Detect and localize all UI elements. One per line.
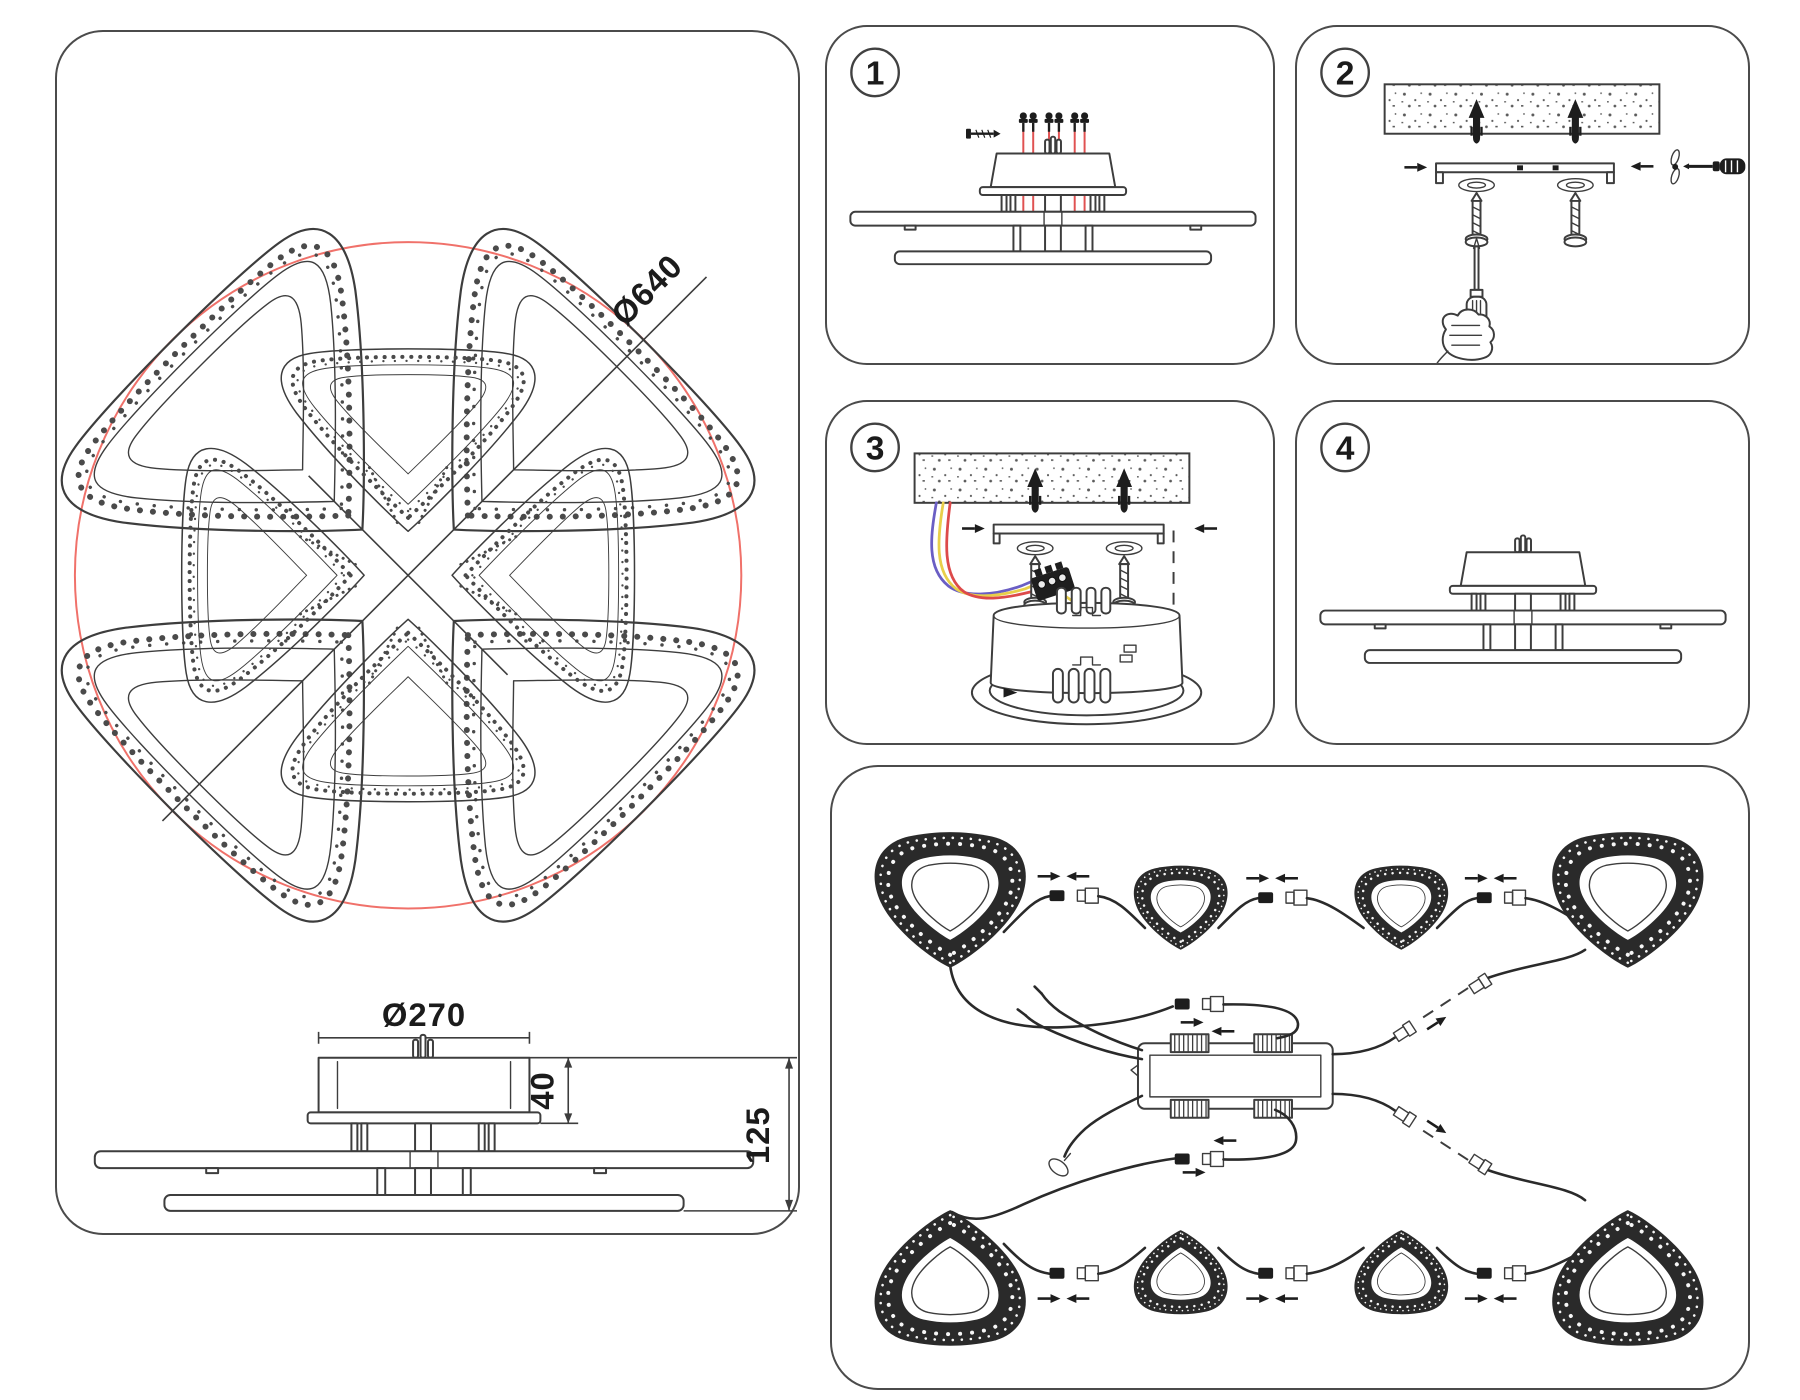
step-4-number: 4 [1335,430,1355,468]
feed-link-top-right [1333,950,1585,1054]
inner-petal-s [281,619,535,801]
mains-wires [932,503,1043,598]
screw-icon [1029,112,1038,131]
pin-connector [1171,1034,1209,1052]
mounting-screw-icon [1113,556,1135,609]
step-2-panel [1295,25,1750,365]
step-2-number: 2 [1335,55,1355,93]
wing-bolt-icon [1669,149,1680,185]
inner-petal-w [182,448,364,702]
total-height-label: 125 [739,1106,777,1165]
step-4-drawing [1297,402,1748,743]
feed-link-bottom-left [952,1110,1296,1219]
screw-icon [1045,112,1054,131]
screw-icon [1070,112,1079,131]
feed-link-bottom-right [1333,1094,1585,1200]
screw-icon [1054,112,1063,131]
canopy-base [972,588,1201,724]
inner-petal-n [281,349,535,531]
canopy-body [319,1058,530,1113]
mounting-bracket [994,525,1164,544]
led-module-small-2 [1134,866,1228,950]
service-plug [1046,1156,1071,1180]
dimension-drawing [57,32,798,1233]
led-module-small-6 [1134,1230,1228,1314]
flower-petals [57,208,775,943]
step-3-panel [825,400,1275,745]
step-3-drawing [827,402,1273,743]
vent-slot [1053,669,1063,703]
mains-input-wires [1018,987,1142,1060]
outer-petal-nw [57,208,494,662]
canopy-diameter-label: Ø270 [381,995,467,1033]
step-1-drawing [827,27,1273,363]
step-4-panel [1295,400,1750,745]
led-module-small-7 [1354,1230,1448,1314]
driver-box [1131,1034,1333,1117]
dimension-drawing-panel [55,30,800,1235]
module-link [1218,1248,1363,1303]
ceiling [1385,84,1660,133]
canopy-top-connector [413,1040,418,1058]
arrow-right-icon [1404,163,1427,172]
canopy-screws [1019,112,1089,131]
led-module-small-3 [1354,866,1448,950]
wiring-diagram-panel [830,765,1750,1390]
inner-petal-e [452,448,634,702]
canopy-height-label: 40 [523,1071,561,1110]
washer-icon [1017,542,1053,555]
center-column [415,1123,431,1151]
ceiling [915,453,1190,502]
arrow-right-icon [962,524,985,533]
washer-icon [1558,179,1594,192]
diameter-dimension-line [162,277,706,821]
lamp-side-view [95,996,797,1211]
upper-arm-layer [95,1151,753,1168]
lamp-side-view-assembled [1320,535,1725,663]
lamp-top-view [57,208,775,943]
step-1-panel [825,25,1275,365]
led-module-large-4 [1552,832,1703,968]
post [351,1123,357,1151]
vent-slot [1057,588,1066,614]
module-link [1218,874,1363,928]
led-module-large-8 [1552,1210,1703,1346]
wiring-diagram [832,767,1748,1388]
washer-icon [1459,179,1495,192]
led-module-large-1 [875,832,1026,968]
outer-petal-sw [57,489,494,943]
screw-icon [1019,112,1028,131]
lamp-side-view-exploded [850,137,1255,264]
led-module-large-5 [875,1210,1026,1346]
overall-diameter-label: Ø640 [603,246,690,333]
arrow-left-icon [1194,524,1217,533]
step-1-number: 1 [865,55,885,93]
lower-arm-layer [164,1195,683,1211]
arrow-left-icon [1631,162,1654,171]
mounting-screw-icon [1565,193,1587,246]
washer-icon [1106,542,1142,555]
canopy-flange [308,1112,541,1123]
step-3-number: 3 [865,430,885,468]
hand [1436,310,1494,363]
feed-link-top-left [950,966,1298,1039]
screw-icon [1080,112,1089,131]
pin-connector [1171,1100,1209,1118]
screwdriver-horizontal [1683,158,1745,174]
step-2-drawing [1297,27,1748,363]
horizontal-screw-icon [966,129,1001,139]
